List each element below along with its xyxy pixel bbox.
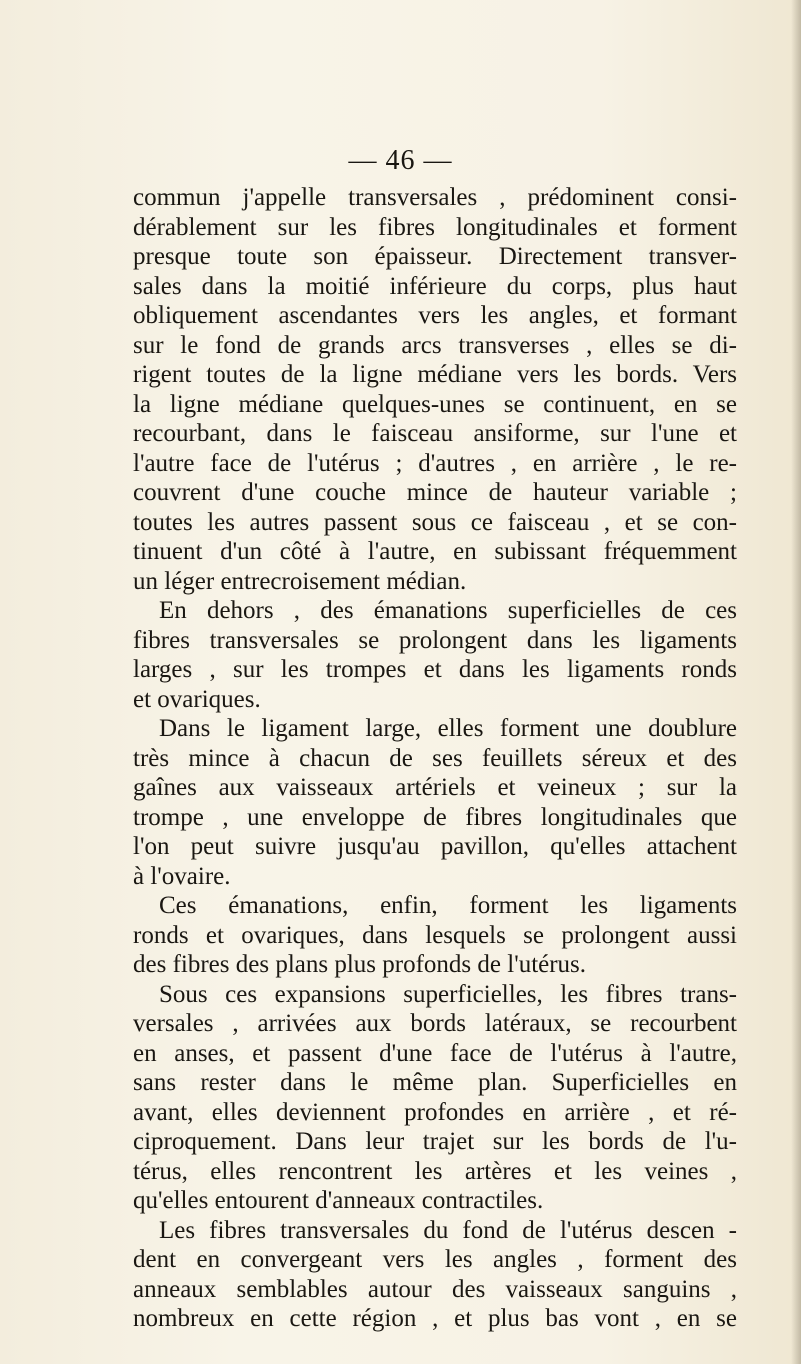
text-line: larges , sur les trompes et dans les ligaments ronds [133, 656, 737, 683]
text-line: presque toute son épaisseur. Directement transver- [133, 243, 737, 270]
text-line: sales dans la moitié inférieure du corps, plus haut [133, 272, 737, 300]
text-line: un léger entrecroisement médian. [133, 567, 467, 595]
body-text [133, 183, 737, 1334]
text-line: tinuent d'un côté à l'autre, en subissant fréquemment [133, 538, 737, 565]
text-line: des fibres des plans plus profonds de l'utérus. [133, 951, 587, 978]
text-line: obliquement ascendantes vers les angles, et formant [133, 302, 737, 329]
text-line: fibres transversales se prolongent dans les ligaments [133, 626, 737, 654]
text-line: Sous ces expansions superficielles, les fibres trans- [159, 980, 737, 1008]
text-line: très mince à chacun de ses feuillets séreux et des [133, 744, 737, 772]
text-line: Les fibres transversales du fond de l'utérus descen - [159, 1216, 737, 1244]
text-line: dent en convergeant vers les angles , forment des [133, 1246, 737, 1273]
page-number: — 46 — [348, 145, 453, 176]
text-line: commun j'appelle transversales , prédominent consi- [133, 184, 737, 211]
text-line: l'on peut suivre jusqu'au pavillon, qu'elles attachent [133, 833, 737, 860]
text-line: trompe , une enveloppe de fibres longitudinales que [133, 803, 737, 831]
text-line: ciproquement. Dans leur trajet sur les bords de l'u- [133, 1128, 737, 1155]
text-line: anneaux semblables autour des vaisseaux sanguins , [133, 1275, 737, 1303]
text-line: ronds et ovariques, dans lesquels se prolongent aussi [133, 921, 737, 949]
text-line: nombreux en cette région , et plus bas vont , en se [133, 1305, 737, 1332]
text-line: dérablement sur les fibres longitudinales et forment [133, 213, 737, 241]
text-line: gaînes aux vaisseaux artériels et veineux ; sur la [133, 774, 737, 801]
text-line: sans rester dans le même plan. Superficielles en [133, 1069, 737, 1096]
text-line: En dehors , des émanations superficielles de ces [159, 597, 737, 624]
text-line: rigent toutes de la ligne médiane vers les bords. Vers [133, 361, 737, 388]
text-line: et ovariques. [133, 685, 261, 713]
text-line: avant, elles deviennent profondes en arrière , et ré- [133, 1098, 737, 1126]
text-line: à l'ovaire. [133, 862, 231, 890]
page-edge-shadow [791, 0, 801, 1364]
text-line: couvrent d'une couche mince de hauteur variable ; [133, 479, 737, 506]
text-line: la ligne médiane quelques-unes se continuent, en se [133, 390, 737, 418]
text-line: recourbant, dans le faisceau ansiforme, sur l'une et [133, 420, 737, 447]
text-line: sur le fond de grands arcs transverses , elles se di- [133, 331, 737, 359]
text-line: en anses, et passent d'une face de l'utérus à l'autre, [133, 1039, 737, 1067]
text-line: l'autre face de l'utérus ; d'autres , en arrière , le re- [133, 449, 737, 477]
text-line: versales , arrivées aux bords latéraux, se recourbent [133, 1010, 737, 1037]
text-line: qu'elles entourent d'anneaux contractiles. [133, 1187, 544, 1214]
text-line: Dans le ligament large, elles forment une doublure [159, 715, 737, 742]
text-line: térus, elles rencontrent les artères et les veines , [133, 1157, 737, 1185]
text-line: toutes les autres passent sous ce faisceau , et se con- [133, 508, 737, 536]
text-line: Ces émanations, enfin, forment les ligaments [159, 892, 737, 919]
